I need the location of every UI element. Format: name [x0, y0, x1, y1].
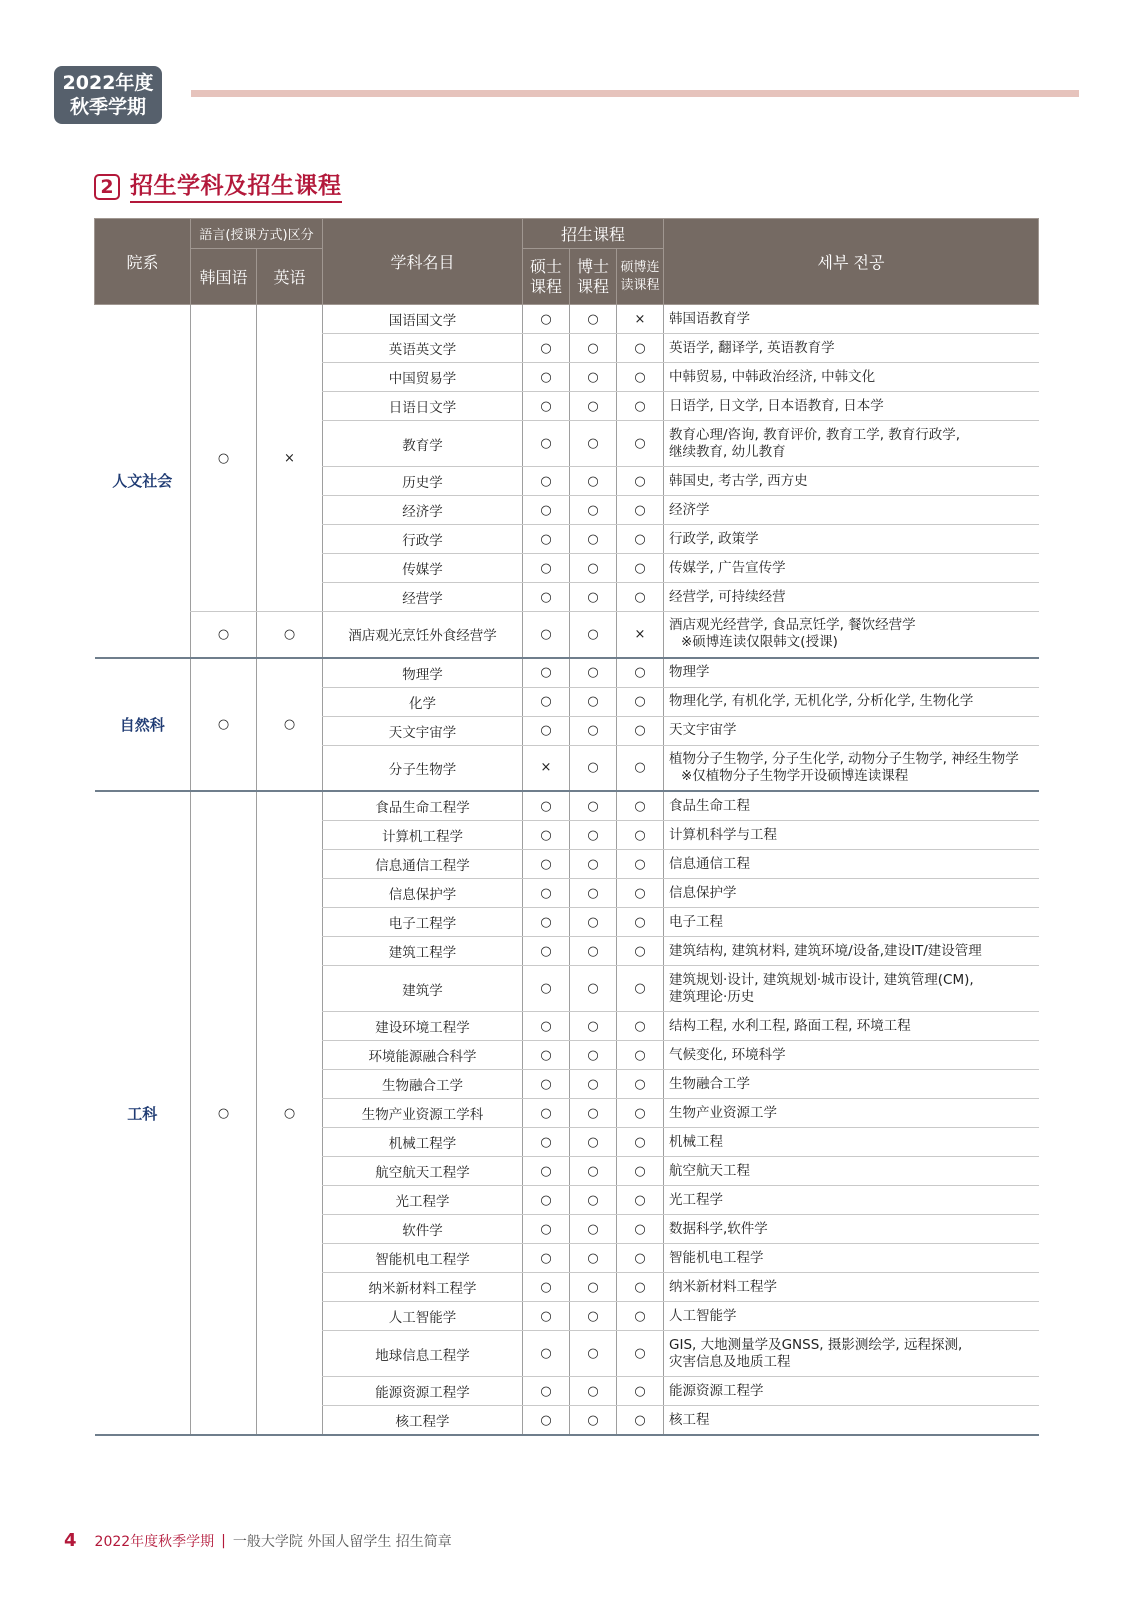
doctor-course-cell: ○	[570, 525, 617, 554]
master-course-cell: ○	[523, 1186, 570, 1215]
detail-text: 航空航天工程	[669, 1162, 750, 1179]
detail-text: 气候变化, 环境科学	[669, 1046, 786, 1063]
master-course-cell: ○	[523, 1302, 570, 1331]
detail-cell	[664, 1244, 1039, 1273]
combined-course-cell: ○	[617, 1273, 664, 1302]
subject-cell: 建筑学	[323, 966, 523, 1012]
detail-text: 建筑规划·设计, 建筑规划·城市设计, 建筑管理(CM),	[669, 971, 974, 988]
doctor-course-cell: ○	[570, 1186, 617, 1215]
detail-cell	[664, 1406, 1039, 1436]
master-course-cell: ○	[523, 1331, 570, 1377]
subject-cell: 人工智能学	[323, 1302, 523, 1331]
footer-title: 一般大学院 外国人留学生 招生简章	[232, 1533, 452, 1550]
detail-cell	[664, 554, 1039, 583]
doctor-course-cell: ○	[570, 658, 617, 688]
section-title: 招生学科及招生课程	[130, 171, 342, 203]
master-course-cell: ○	[523, 1099, 570, 1128]
doctor-course-cell: ○	[570, 421, 617, 467]
doctor-course-cell: ○	[570, 1215, 617, 1244]
master-course-cell: ○	[523, 658, 570, 688]
detail-cell	[664, 392, 1039, 421]
doctor-course-cell: ○	[570, 850, 617, 879]
doctor-course-cell: ○	[570, 1406, 617, 1436]
master-course-cell: ○	[523, 1128, 570, 1157]
subject-cell: 食品生命工程学	[323, 791, 523, 821]
header-course-group: 招生课程	[523, 219, 664, 249]
combined-course-cell: ○	[617, 334, 664, 363]
header-master	[523, 249, 570, 305]
detail-cell	[664, 687, 1039, 716]
master-course-cell: ○	[523, 467, 570, 496]
doctor-course-cell: ○	[570, 1128, 617, 1157]
master-course-cell: ○	[523, 334, 570, 363]
english-lang-cell: ×	[257, 305, 323, 612]
master-course-cell: ○	[523, 1406, 570, 1436]
master-course-cell: ○	[523, 687, 570, 716]
detail-cell	[664, 745, 1039, 791]
semester-badge	[54, 66, 162, 124]
detail-text: 建筑结构, 建筑材料, 建筑环境/设备,建设IT/建设管理	[669, 942, 982, 959]
doctor-course-cell: ○	[570, 908, 617, 937]
subject-cell: 日语日文学	[323, 392, 523, 421]
detail-cell	[664, 791, 1039, 821]
master-course-cell: ○	[523, 791, 570, 821]
detail-text-line2: 灾害信息及地质工程	[669, 1353, 791, 1370]
subject-cell: 地球信息工程学	[323, 1331, 523, 1377]
detail-cell	[664, 1012, 1039, 1041]
subject-cell: 分子生物学	[323, 745, 523, 791]
detail-text: 教育心理/咨询, 教育评价, 教育工学, 教育行政学,	[669, 426, 961, 443]
detail-text: 生物产业资源工学	[669, 1104, 777, 1121]
combined-course-cell: ○	[617, 850, 664, 879]
doctor-course-cell: ○	[570, 1273, 617, 1302]
english-lang-cell: ○	[257, 612, 323, 658]
doctor-course-cell: ○	[570, 716, 617, 745]
subject-cell: 经营学	[323, 583, 523, 612]
page-number: 4	[64, 1530, 77, 1551]
header-detail: 세부 전공	[664, 219, 1039, 305]
header-master-line2: 课程	[529, 276, 562, 296]
doctor-course-cell: ○	[570, 879, 617, 908]
doctor-course-cell: ○	[570, 467, 617, 496]
combined-course-cell: ○	[617, 1157, 664, 1186]
korean-lang-cell: ○	[191, 791, 257, 1435]
doctor-course-cell: ○	[570, 1331, 617, 1377]
table-row	[95, 305, 1039, 334]
combined-course-cell: ○	[617, 467, 664, 496]
combined-course-cell: ○	[617, 583, 664, 612]
korean-lang-cell: ○	[191, 658, 257, 792]
combined-course-cell: ○	[617, 821, 664, 850]
table-row	[95, 612, 1039, 658]
detail-text: 英语学, 翻译学, 英语教育学	[669, 339, 835, 356]
doctor-course-cell: ○	[570, 554, 617, 583]
dept-cell: 自然科	[95, 658, 191, 792]
detail-text: 天文宇宙学	[669, 722, 737, 738]
master-course-cell: ○	[523, 966, 570, 1012]
detail-cell	[664, 850, 1039, 879]
master-course-cell: ○	[523, 716, 570, 745]
header-doctor	[570, 249, 617, 305]
detail-cell	[664, 467, 1039, 496]
combined-course-cell: ○	[617, 745, 664, 791]
combined-course-cell: ○	[617, 687, 664, 716]
master-course-cell: ○	[523, 937, 570, 966]
detail-text: 物理学	[669, 664, 710, 680]
combined-course-cell: ○	[617, 392, 664, 421]
english-lang-cell: ○	[257, 658, 323, 792]
subject-cell: 传媒学	[323, 554, 523, 583]
detail-cell	[664, 421, 1039, 467]
footer-semester: 2022年度秋季学期	[94, 1533, 215, 1550]
subject-cell: 纳米新材料工程学	[323, 1273, 523, 1302]
master-course-cell: ○	[523, 821, 570, 850]
combined-course-cell: ○	[617, 421, 664, 467]
subject-cell: 能源资源工程学	[323, 1377, 523, 1406]
doctor-course-cell: ○	[570, 745, 617, 791]
combined-course-cell: ○	[617, 1377, 664, 1406]
detail-text-line2: 建筑理论·历史	[669, 988, 755, 1005]
detail-text: 光工程学	[669, 1191, 723, 1208]
detail-text: 生物融合工学	[669, 1075, 750, 1092]
detail-cell	[664, 496, 1039, 525]
subject-cell: 电子工程学	[323, 908, 523, 937]
detail-text: 中韩贸易, 中韩政治经济, 中韩文化	[669, 368, 876, 385]
header-lang-group: 語言(授课方式)区分	[191, 219, 323, 249]
combined-course-cell: ○	[617, 554, 664, 583]
detail-cell	[664, 1041, 1039, 1070]
combined-course-cell: ○	[617, 716, 664, 745]
combined-course-cell: ○	[617, 1186, 664, 1215]
detail-text: 结构工程, 水利工程, 路面工程, 环境工程	[669, 1017, 911, 1034]
footer-separator: |	[221, 1532, 226, 1549]
master-course-cell: ○	[523, 583, 570, 612]
header-combined-line2: 读课程	[620, 277, 660, 293]
master-course-cell: ○	[523, 305, 570, 334]
subject-cell: 软件学	[323, 1215, 523, 1244]
combined-course-cell: ○	[617, 908, 664, 937]
detail-text: 传媒学, 广告宣传学	[669, 559, 786, 576]
detail-cell	[664, 305, 1039, 334]
subject-cell: 教育学	[323, 421, 523, 467]
detail-text: 信息保护学	[669, 884, 737, 901]
combined-course-cell: ○	[617, 1244, 664, 1273]
doctor-course-cell: ○	[570, 1377, 617, 1406]
doctor-course-cell: ○	[570, 687, 617, 716]
combined-course-cell: ×	[617, 612, 664, 658]
detail-text: GIS, 大地测量学及GNSS, 摄影测绘学, 远程探测,	[669, 1336, 963, 1353]
combined-course-cell: ○	[617, 1070, 664, 1099]
section-number: 2	[94, 174, 120, 200]
master-course-cell: ○	[523, 879, 570, 908]
subject-cell: 环境能源融合科学	[323, 1041, 523, 1070]
master-course-cell: ○	[523, 1012, 570, 1041]
subject-cell: 信息通信工程学	[323, 850, 523, 879]
combined-course-cell: ×	[617, 305, 664, 334]
doctor-course-cell: ○	[570, 1099, 617, 1128]
master-course-cell: ○	[523, 612, 570, 658]
detail-text-line2: 继续教育, 幼儿教育	[669, 443, 786, 460]
detail-text: 酒店观光经营学, 食品烹饪学, 餐饮经营学	[669, 617, 916, 634]
detail-cell	[664, 1099, 1039, 1128]
detail-cell	[664, 612, 1039, 658]
detail-cell	[664, 1157, 1039, 1186]
detail-text: 经营学, 可持续经营	[669, 588, 786, 605]
table-row	[95, 791, 1039, 821]
detail-cell	[664, 525, 1039, 554]
master-course-cell: ○	[523, 363, 570, 392]
detail-text: 计算机科学与工程	[669, 826, 777, 843]
combined-course-cell: ○	[617, 791, 664, 821]
doctor-course-cell: ○	[570, 392, 617, 421]
combined-course-cell: ○	[617, 658, 664, 688]
doctor-course-cell: ○	[570, 496, 617, 525]
subject-cell: 生物产业资源工学科	[323, 1099, 523, 1128]
dept-cell: 工科	[95, 791, 191, 1435]
detail-cell	[664, 334, 1039, 363]
detail-cell	[664, 1273, 1039, 1302]
detail-cell	[664, 1186, 1039, 1215]
subject-cell: 建设环境工程学	[323, 1012, 523, 1041]
header-doctor-line1: 博士	[576, 256, 609, 276]
doctor-course-cell: ○	[570, 1012, 617, 1041]
doctor-course-cell: ○	[570, 305, 617, 334]
combined-course-cell: ○	[617, 525, 664, 554]
combined-course-cell: ○	[617, 363, 664, 392]
subject-cell: 信息保护学	[323, 879, 523, 908]
doctor-course-cell: ○	[570, 1244, 617, 1273]
header-dept: 院系	[95, 219, 191, 305]
combined-course-cell: ○	[617, 1406, 664, 1436]
master-course-cell: ○	[523, 525, 570, 554]
detail-text: 经济学	[669, 501, 710, 518]
master-course-cell: ○	[523, 1377, 570, 1406]
detail-cell	[664, 821, 1039, 850]
detail-note: ※仅植物分子生物学开设硕博连读课程	[681, 767, 909, 784]
doctor-course-cell: ○	[570, 937, 617, 966]
subject-cell: 国语国文学	[323, 305, 523, 334]
detail-text: 纳米新材料工程学	[669, 1278, 777, 1295]
combined-course-cell: ○	[617, 937, 664, 966]
detail-text: 人工智能学	[669, 1307, 737, 1324]
doctor-course-cell: ○	[570, 821, 617, 850]
combined-course-cell: ○	[617, 496, 664, 525]
combined-course-cell: ○	[617, 879, 664, 908]
detail-cell	[664, 1215, 1039, 1244]
detail-text: 智能机电工程学	[669, 1249, 764, 1266]
combined-course-cell: ○	[617, 1331, 664, 1377]
subject-cell: 计算机工程学	[323, 821, 523, 850]
subject-cell: 化学	[323, 687, 523, 716]
page-footer	[64, 1530, 452, 1551]
doctor-course-cell: ○	[570, 583, 617, 612]
master-course-cell: ○	[523, 1157, 570, 1186]
subject-cell: 航空航天工程学	[323, 1157, 523, 1186]
doctor-course-cell: ○	[570, 1302, 617, 1331]
detail-text: 数据科学,软件学	[669, 1220, 768, 1237]
subject-cell: 建筑工程学	[323, 937, 523, 966]
combined-course-cell: ○	[617, 1099, 664, 1128]
doctor-course-cell: ○	[570, 1157, 617, 1186]
header-subject: 学科名目	[323, 219, 523, 305]
detail-cell	[664, 879, 1039, 908]
subject-cell: 中国贸易学	[323, 363, 523, 392]
subject-cell: 酒店观光烹饪外食经营学	[323, 612, 523, 658]
header-master-line1: 硕士	[529, 256, 562, 276]
master-course-cell: ○	[523, 496, 570, 525]
detail-cell	[664, 1070, 1039, 1099]
master-course-cell: ○	[523, 554, 570, 583]
doctor-course-cell: ○	[570, 612, 617, 658]
section-heading	[94, 170, 342, 204]
master-course-cell: ×	[523, 745, 570, 791]
badge-line-1: 2022年度	[62, 72, 154, 94]
master-course-cell: ○	[523, 1070, 570, 1099]
detail-text: 植物分子生物学, 分子生化学, 动物分子生物学, 神经生物学	[669, 750, 1019, 767]
badge-line-2: 秋季学期	[69, 96, 146, 118]
admission-table	[94, 218, 1039, 1436]
korean-lang-cell: ○	[191, 305, 257, 612]
doctor-course-cell: ○	[570, 1070, 617, 1099]
dept-cell: 人文社会	[95, 305, 191, 658]
subject-cell: 天文宇宙学	[323, 716, 523, 745]
english-lang-cell: ○	[257, 791, 323, 1435]
subject-cell: 物理学	[323, 658, 523, 688]
detail-text: 物理化学, 有机化学, 无机化学, 分析化学, 生物化学	[669, 693, 974, 709]
header-english: 英语	[257, 249, 323, 305]
detail-cell	[664, 937, 1039, 966]
master-course-cell: ○	[523, 850, 570, 879]
subject-cell: 历史学	[323, 467, 523, 496]
detail-text: 日语学, 日文学, 日本语教育, 日本学	[669, 397, 884, 414]
subject-cell: 智能机电工程学	[323, 1244, 523, 1273]
detail-cell	[664, 1377, 1039, 1406]
combined-course-cell: ○	[617, 1302, 664, 1331]
detail-cell	[664, 658, 1039, 688]
master-course-cell: ○	[523, 1041, 570, 1070]
subject-cell: 光工程学	[323, 1186, 523, 1215]
doctor-course-cell: ○	[570, 966, 617, 1012]
subject-cell: 核工程学	[323, 1406, 523, 1436]
combined-course-cell: ○	[617, 966, 664, 1012]
header-combined	[617, 249, 664, 305]
detail-text: 核工程	[669, 1411, 710, 1428]
header-doctor-line2: 课程	[576, 276, 609, 296]
master-course-cell: ○	[523, 1244, 570, 1273]
korean-lang-cell: ○	[191, 612, 257, 658]
detail-note: ※硕博连读仅限韩文(授课)	[681, 634, 838, 651]
combined-course-cell: ○	[617, 1128, 664, 1157]
detail-text: 机械工程	[669, 1133, 723, 1150]
detail-cell	[664, 716, 1039, 745]
combined-course-cell: ○	[617, 1215, 664, 1244]
master-course-cell: ○	[523, 1273, 570, 1302]
detail-cell	[664, 583, 1039, 612]
master-course-cell: ○	[523, 908, 570, 937]
subject-cell: 生物融合工学	[323, 1070, 523, 1099]
detail-text: 韩国语教育学	[669, 310, 750, 327]
subject-cell: 行政学	[323, 525, 523, 554]
master-course-cell: ○	[523, 1215, 570, 1244]
subject-cell: 机械工程学	[323, 1128, 523, 1157]
detail-text: 能源资源工程学	[669, 1382, 764, 1399]
detail-text: 电子工程	[669, 913, 723, 930]
detail-cell	[664, 1302, 1039, 1331]
combined-course-cell: ○	[617, 1041, 664, 1070]
detail-text: 信息通信工程	[669, 855, 750, 872]
doctor-course-cell: ○	[570, 363, 617, 392]
master-course-cell: ○	[523, 392, 570, 421]
detail-text: 韩国史, 考古学, 西方史	[669, 472, 808, 489]
subject-cell: 经济学	[323, 496, 523, 525]
admission-table-body	[95, 305, 1039, 1436]
detail-cell	[664, 1331, 1039, 1377]
header-korean: 韩国语	[191, 249, 257, 305]
detail-cell	[664, 363, 1039, 392]
detail-text: 食品生命工程	[669, 797, 750, 814]
detail-cell	[664, 908, 1039, 937]
header-combined-line1: 硕博连	[620, 259, 660, 275]
detail-cell	[664, 1128, 1039, 1157]
doctor-course-cell: ○	[570, 1041, 617, 1070]
detail-cell	[664, 966, 1039, 1012]
table-row	[95, 658, 1039, 688]
doctor-course-cell: ○	[570, 334, 617, 363]
header-divider	[191, 90, 1079, 97]
master-course-cell: ○	[523, 421, 570, 467]
subject-cell: 英语英文学	[323, 334, 523, 363]
combined-course-cell: ○	[617, 1012, 664, 1041]
doctor-course-cell: ○	[570, 791, 617, 821]
detail-text: 行政学, 政策学	[669, 530, 759, 547]
